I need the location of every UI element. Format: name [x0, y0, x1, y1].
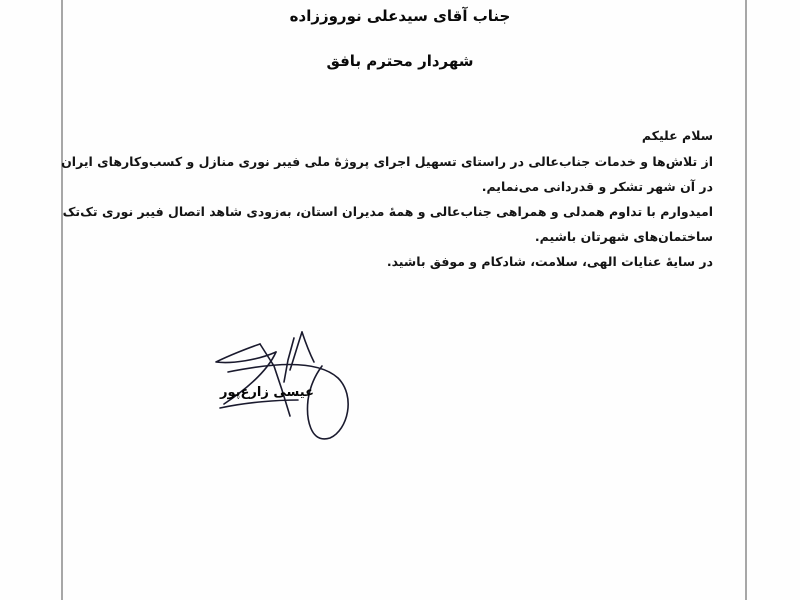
body-line: از تلاش‌ها و خدمات جناب‌عالی در راستای تسهیل اجرای پروژهٔ ملی فیبر نوری منازل و کسب‌وکارهای ایران: [61, 154, 713, 169]
recipient-title: جناب آقای سیدعلی نوروززاده: [289, 7, 511, 25]
salutation: [88, 123, 713, 148]
body-line: در آن شهر تشکر و قدردانی می‌نمایم.: [481, 179, 713, 194]
left-margin-line: [61, 0, 63, 600]
salutation-text: سلام علیکم: [641, 128, 713, 143]
signatory-name: عیسی زارع‌پور: [220, 385, 314, 400]
letter-body: [61, 149, 713, 274]
body-line: در سایهٔ عنایات الهی، سلامت، شادکام و موفق باشید.: [386, 254, 713, 269]
signature: [198, 330, 363, 448]
body-line: امیدوارم با تداوم همدلی و همراهی جناب‌عالی و همهٔ مدیران استان، به‌زودی شاهد اتصال فیبر نوری تک‌تک: [62, 204, 713, 219]
body-line: ساختمان‌های شهرتان باشیم.: [534, 229, 713, 244]
right-margin-line: [745, 0, 747, 600]
recipient-position: شهردار محترم بافق: [326, 52, 474, 70]
